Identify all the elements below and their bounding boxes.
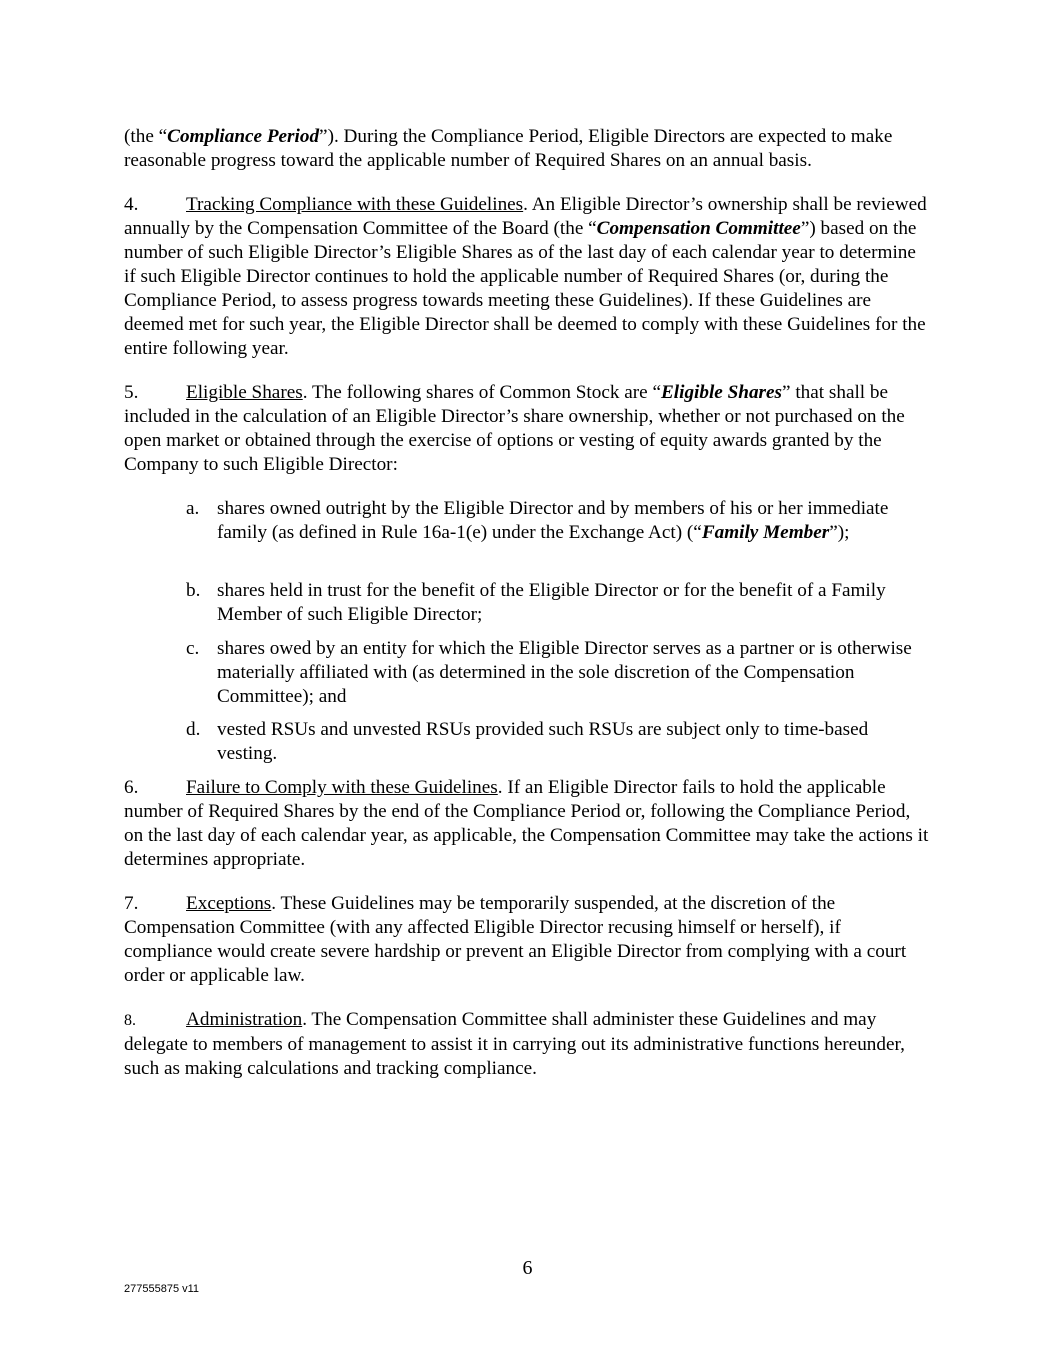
list-text xyxy=(217,497,931,545)
list-text-part: shares owned outright by the Eligible Director and by members of his or her immediate family (as defined in Rule 16a-1(e) under the Exchange Act) (“ xyxy=(217,498,889,543)
section-number: 6. xyxy=(124,777,139,798)
section-number: 7. xyxy=(124,893,139,914)
paragraph-text: . The Compensation Committee shall administer these Guidelines and may delegate to members of management to assist it in carrying out its administrative functions hereunder, such as making calculations and tracking compliance. xyxy=(124,1009,905,1079)
section-heading: Eligible Shares xyxy=(186,382,303,403)
defined-term: Eligible Shares xyxy=(660,382,782,403)
section-heading: Exceptions xyxy=(186,893,272,914)
section-heading: Tracking Compliance with these Guidelines xyxy=(186,194,524,215)
paragraph-text: ” that shall be included in the calculation of an Eligible Director’s share ownership, whether or not purchased on the open market or obtained through the exercise of options or vesting of equity awards granted by the Company to such Eligible Director: xyxy=(124,382,905,475)
list-text: shares held in trust for the benefit of the Eligible Director or for the benefit of a Family Member of such Eligible Director; xyxy=(217,580,886,625)
section-number: 5. xyxy=(124,382,139,403)
section-number: 8. xyxy=(124,1012,136,1029)
section-heading: Failure to Comply with these Guidelines xyxy=(186,777,498,798)
defined-term: Compliance Period xyxy=(167,126,320,147)
section-6-paragraph xyxy=(124,776,930,872)
defined-term: Family Member xyxy=(701,522,830,543)
section-4-paragraph xyxy=(124,193,930,361)
section-number: 4. xyxy=(124,194,139,215)
section-heading: Administration xyxy=(186,1009,303,1030)
paragraph-text: (the “ xyxy=(124,126,168,147)
page-number: 6 xyxy=(522,1257,533,1279)
list-letter: d. xyxy=(186,719,201,740)
list-letter: b. xyxy=(186,580,201,601)
list-letter: a. xyxy=(186,498,200,519)
document-id: 277555875 v11 xyxy=(124,1283,200,1295)
list-text: vested RSUs and unvested RSUs provided such RSUs are subject only to time-based vesting. xyxy=(217,719,869,764)
paragraph-text: ”). During the Compliance Period, Eligible Directors are expected to make reasonable progress toward the applicable number of Required Shares on an annual basis. xyxy=(124,126,893,171)
section-8-paragraph xyxy=(124,1008,930,1081)
defined-term: Compensation Committee xyxy=(596,218,801,239)
paragraph-text: . An Eligible Director’s ownership shall be reviewed annually by the Compensation Committee of the Board (the “ xyxy=(124,194,927,239)
list-text-part: ”); xyxy=(829,522,850,543)
paragraph-text: ”) based on the number of such Eligible Director’s Eligible Shares as of the last day of each calendar year to determine if such Eligible Director continues to hold the applicable number of Required Shares (or, during the Compliance Period, to assess progress towards meeting these Guidelines). If these Guidelines are deemed met for such year, the Eligible Director shall be deemed to comply with these Guidelines for the entire following year. xyxy=(124,218,926,359)
paragraph-text: . These Guidelines may be temporarily suspended, at the discretion of the Compensation Committee (with any affected Eligible Director recusing himself or herself), if compliance would create severe hardship or prevent an Eligible Director from complying with a court order or applicable law. xyxy=(124,893,907,986)
section-5-paragraph xyxy=(124,381,930,477)
list-letter: c. xyxy=(186,638,200,659)
list-text: shares owed by an entity for which the Eligible Director serves as a partner or is otherwise materially affiliated with (as determined in the sole discretion of the Compensation Committee); and xyxy=(217,638,912,707)
section-7-paragraph xyxy=(124,892,930,988)
paragraph-text: . The following shares of Common Stock are “ xyxy=(302,382,661,403)
paragraph-compliance-period xyxy=(124,125,930,173)
paragraph-text: . If an Eligible Director fails to hold the applicable number of Required Shares by the end of the Compliance Period or, following the Compliance Period, on the last day of each calendar year, as applicable, the Compensation Committee may take the actions it determines appropriate. xyxy=(124,777,929,870)
